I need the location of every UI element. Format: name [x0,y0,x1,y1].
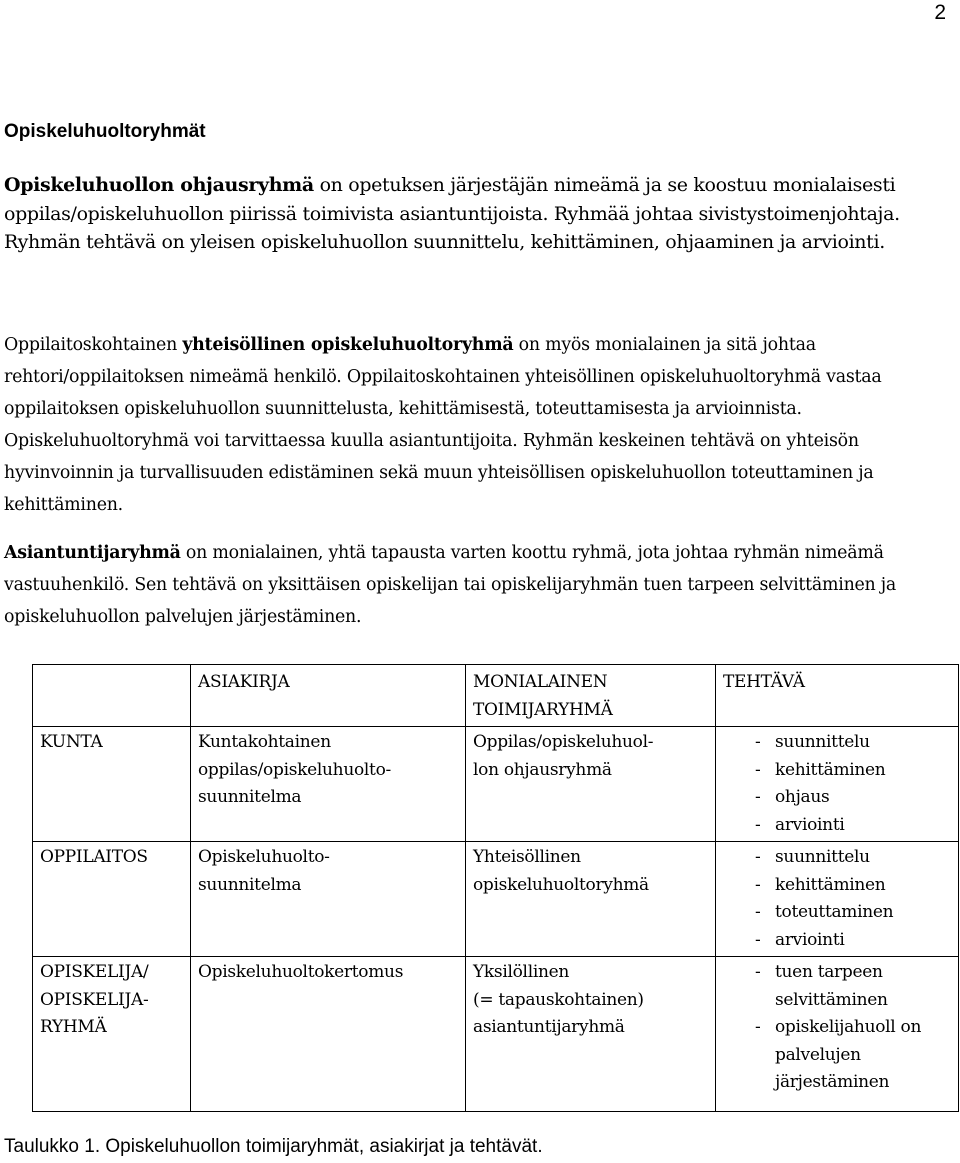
task-list [723,729,952,839]
header-cell-group: MONIALAINEN TOIMIJARYHMÄ [466,665,716,727]
cell-document: Opiskeluhuoltokertomus [191,957,466,1112]
paragraph-intro: Oppilaitoskohtainen [4,335,183,355]
table-row [33,727,959,842]
cell-document: Kuntakohtainen oppilas/opiskeluhuolto- suunnitelma [191,727,466,842]
cell-group: Yksilöllinen (= tapauskohtainen) asiantuntijaryhmä [466,957,716,1112]
cell-level: KUNTA [33,727,191,842]
page-number: 2 [934,1,946,24]
cell-document: Opiskeluhuolto- suunnitelma [191,842,466,957]
table-row [33,957,959,1112]
section-heading: Opiskeluhuoltoryhmät [4,121,206,142]
list-item: - kehittäminen [755,757,952,785]
overview-table [32,664,959,1112]
header-cell-level [33,665,191,727]
header-cell-document: ASIAKIRJA [191,665,466,727]
cell-tasks [716,727,959,842]
cell-group: Oppilas/opiskeluhuol- lon ohjausryhmä [466,727,716,842]
cell-group: Yhteisöllinen opiskeluhuoltoryhmä [466,842,716,957]
paragraph-expert-group [4,537,954,633]
term-community-group: yhteisöllinen opiskeluhuoltoryhmä [182,335,514,355]
cell-tasks [716,842,959,957]
cell-tasks [716,957,959,1112]
list-item: - arviointi [755,927,952,955]
term-expert-group: Asiantuntijaryhmä [4,543,181,563]
paragraph-text: on myös monialainen ja sitä johtaa rehtori/oppilaitoksen nimeämä henkilö. Oppilaitoskohtainen yhteisöllinen opiskeluhuoltoryhmä vastaa oppilaitoksen opiskeluhuollon suunnittelusta, kehittämisestä, toteuttamisesta ja arvioinnista. Opiskeluhuoltoryhmä voi tarvittaessa kuulla asiantuntijoita. Ryhmän keskeinen tehtävä on yhteisön hyvinvoinnin ja turvallisuuden edistäminen sekä muun yhteisöllisen opiskeluhuollon toteuttaminen ja kehittäminen. [4,335,882,515]
list-item: - arviointi [755,812,952,840]
paragraph-text: on opetuksen järjestäjän nimeämä ja se koostuu monialaisesti oppilas/opiskeluhuollon piirissä toimivista asiantuntijoista. Ryhmää johtaa sivistystoimenjohtaja. Ryhmän tehtävä on yleisen opiskeluhuollon suunnittelu, kehittäminen, ohjaaminen ja arviointi. [4,174,900,253]
term-steering-group: Opiskeluhuollon ohjausryhmä [4,174,314,196]
list-item: - kehittäminen [755,872,952,900]
paragraph-community-group [4,329,954,521]
cell-level: OPISKELIJA/ OPISKELIJA- RYHMÄ [33,957,191,1112]
list-item: - suunnittelu [755,729,952,757]
table-caption: Taulukko 1. Opiskeluhuollon toimijaryhmät, asiakirjat ja tehtävät. [4,1136,543,1157]
table-header-row [33,665,959,727]
paragraph-steering-group [4,171,954,257]
task-list [723,844,952,954]
paragraph-text: on monialainen, yhtä tapausta varten koottu ryhmä, jota johtaa ryhmän nimeämä vastuuhenkilö. Sen tehtävä on yksittäisen opiskelijan tai opiskelijaryhmän tuen tarpeen selvittäminen ja opiskeluhuollon palvelujen järjestäminen. [4,543,897,627]
cell-level: OPPILAITOS [33,842,191,957]
list-item: - suunnittelu [755,844,952,872]
list-item: - opiskelijahuoll on palvelujen järjestäminen [755,1014,952,1097]
list-item: - tuen tarpeen selvittäminen [755,959,952,1014]
list-item: - toteuttaminen [755,899,952,927]
list-item: - ohjaus [755,784,952,812]
table-row [33,842,959,957]
header-cell-task: TEHTÄVÄ [716,665,959,727]
task-list [723,959,952,1097]
